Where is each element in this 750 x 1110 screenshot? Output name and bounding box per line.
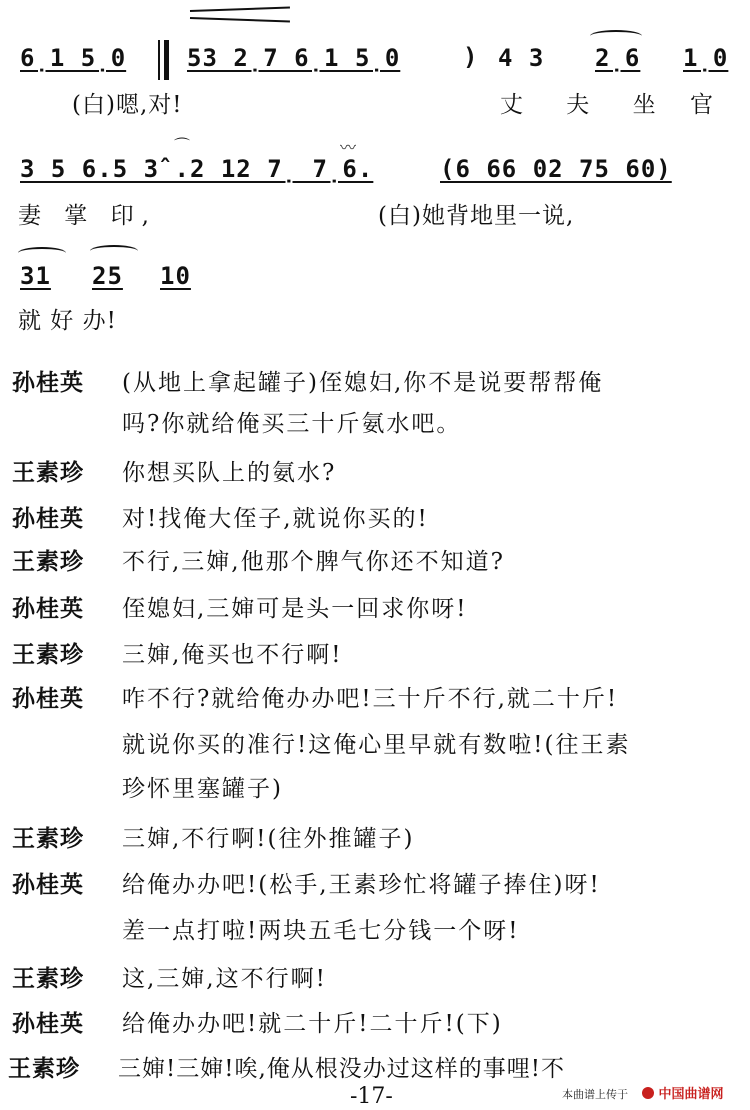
lyric-1b: 丈 夫 坐 (500, 92, 674, 118)
speaker-name: 孙桂英 (12, 685, 84, 712)
logo-mark-icon (642, 1087, 654, 1099)
dialogue-line: 三婶!三婶!唉,俺从根没办过这样的事哩!不 (118, 1056, 566, 1082)
speaker-name: 王素珍 (12, 459, 84, 486)
mordent-icon: 〰 (340, 138, 357, 157)
page-number: -17- (350, 1084, 393, 1109)
speaker-name: 孙桂英 (12, 1010, 84, 1037)
logo-text: 中国曲谱网 (658, 1087, 724, 1102)
score-notes-1e: 1̣0 (683, 44, 729, 72)
dialogue-line: 侄媳妇,三婶可是头一回求你呀! (122, 596, 468, 622)
upload-credit: 本曲谱上传于 (562, 1088, 628, 1101)
dialogue-line: 三婶,不行啊!(往外推罐子) (122, 826, 415, 852)
score-paren-close: ) (463, 43, 479, 71)
speaker-name: 孙桂英 (12, 505, 84, 532)
fermata-icon: ⌒ (174, 136, 191, 155)
score-notes-3a: 31 (20, 262, 51, 290)
dialogue-line: 给俺办办吧!(松手,王素珍忙将罐子捧住)呀! (122, 872, 601, 898)
crescendo-line-top (190, 7, 290, 12)
slur-3 (90, 245, 138, 257)
score-notes-3b: 25 (92, 262, 123, 290)
speaker-name: 孙桂英 (12, 595, 84, 622)
lyric-2a: 妻 掌 印, (18, 203, 157, 229)
speaker-name: 王素珍 (12, 965, 84, 992)
double-barline (158, 40, 160, 80)
dialogue-line: 给俺办办吧!就二十斤!二十斤!(下) (122, 1011, 503, 1037)
dialogue-line: 你想买队上的氨水? (122, 460, 337, 486)
speaker-name: 孙桂英 (12, 369, 84, 396)
score-notes-2a: 3 5 6.5 3̂ .2 12 7̣ 7̣6. (20, 155, 374, 183)
dialogue-line: 三婶,俺买也不行啊! (122, 642, 343, 668)
lyric-1c: 官 (690, 92, 714, 118)
lyric-3: 就 好 办! (18, 308, 117, 334)
score-notes-1b: 53 2̣7 6̣1 5̣0 (187, 44, 401, 72)
dialogue-line: 这,三婶,这不行啊! (122, 966, 327, 992)
site-logo (642, 1083, 724, 1102)
dialogue-line: 对!找俺大侄子,就说你买的! (122, 506, 429, 532)
speaker-name: 王素珍 (8, 1055, 80, 1082)
lyric-2b: (白)她背地里一说, (378, 203, 575, 229)
dialogue-line: 就说你买的准行!这俺心里早就有数啦!(往王素 (122, 732, 631, 758)
speaker-name: 王素珍 (12, 548, 84, 575)
dialogue-line: (从地上拿起罐子)侄媳妇,你不是说要帮帮俺 (122, 370, 604, 396)
dialogue-line: 珍怀里塞罐子) (122, 776, 283, 802)
slur-2 (18, 247, 66, 259)
dialogue-line: 咋不行?就给俺办办吧!三十斤不行,就二十斤! (122, 686, 619, 712)
double-barline-thick (164, 40, 169, 80)
dialogue-line: 差一点打啦!两块五毛七分钱一个呀! (122, 918, 520, 944)
score-notes-1a: 6̣1 5̣0 (20, 44, 127, 72)
dialogue-line: 不行,三婶,他那个脾气你还不知道? (122, 549, 505, 575)
speaker-name: 孙桂英 (12, 871, 84, 898)
slur-1 (590, 30, 642, 42)
speaker-name: 王素珍 (12, 641, 84, 668)
score-notes-1c: 4 3 (498, 44, 545, 72)
dialogue-line: 吗?你就给俺买三十斤氨水吧。 (122, 411, 462, 437)
lyric-1a: (白)嗯,对! (72, 92, 183, 118)
score-notes-1d: 2̣6 (595, 44, 641, 72)
score-notes-3c: 10 (160, 262, 191, 290)
speaker-name: 王素珍 (12, 825, 84, 852)
crescendo-line-bottom (190, 17, 290, 22)
score-notes-2b: (6 66 02 75 60) (440, 155, 672, 183)
